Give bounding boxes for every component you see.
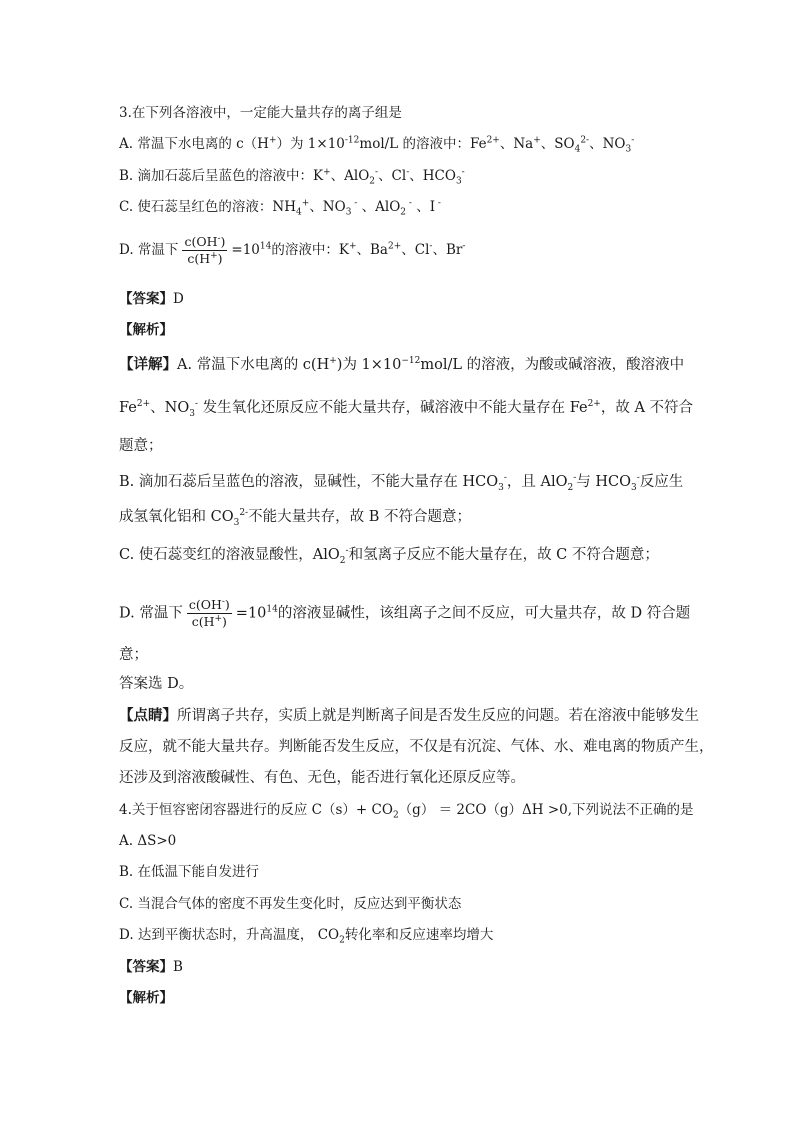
- q3-detail-line-3: 题意；: [119, 438, 163, 454]
- q3-detail-line-7: D. 常温下 $\frac{c(OH^-)}{c(H^+)}$ $=10^{14}$的溶液显碱性，该组离子之间不反应，可大量共存，故 D 符合题: [119, 596, 691, 629]
- q3-option-a: A. 常温下水电离的 c（H+）为 $1\times 10^{-12}mol/L$ 的溶液中：$Fe^{2+}$、Na+、$SO_4^{2-}$、$NO_3^-$: [119, 135, 635, 155]
- q4-option-b: B. 在低温下能自发进行: [119, 864, 260, 880]
- q3-detail-line-4: B. 滴加石蕊后呈蓝色的溶液，显碱性，不能大量存在 $HCO_3^-$，且 AlO$_2$-与 $HCO_3^-$反应生: [119, 473, 684, 493]
- q3-detail-line-5: 成氢氧化铝和 $CO_3^{2-}$不能大量共存，故 B 不符合题意；: [119, 508, 471, 528]
- q3-option-d: D. 常温下 $\frac{c(OH^-)}{c(H^+)}$ $=10^{14}$的溶液中：K+、$Ba^{2+}$、Cl-、Br-: [119, 233, 466, 266]
- q3-tip-line-1: 【点睛】所谓离子共存，实质上就是判断离子间是否发生反应的问题。若在溶液中能够发生: [119, 707, 699, 724]
- q3-tip-line-3: 还涉及到溶液酸碱性、有色、无色，能否进行氧化还原反应等。: [119, 770, 525, 786]
- q3-detail-line-1: 【详解】A. 常温下水电离的 c(H+)为 $1\times 10^{-12}mol/L$ 的溶液，为酸或碱溶液，酸溶液中: [119, 356, 685, 373]
- q3-detail-line-2: $Fe^{2+}$、$NO_3^-$ 发生氧化还原反应不能大量共存，碱溶液中不能大量存在 $Fe^{2+}$，故 A 不符合: [119, 399, 694, 419]
- fraction-oh-over-h-2: $\frac{c(OH^-)}{c(H^+)}$: [188, 596, 230, 629]
- q4-answer: 【答案】B: [119, 959, 183, 975]
- q3-detail-line-6: C. 使石蕊变红的溶液显酸性，AlO$_2$-和氢离子反应不能大量存在，故 C 不符合题意；: [119, 546, 659, 566]
- q4-option-c: C. 当混合气体的密度不再发生变化时，反应达到平衡状态: [119, 896, 462, 912]
- q4-option-d: D. 达到平衡状态时，升高温度， $CO_2$转化率和反应速率均增大: [119, 927, 494, 946]
- q3-analysis-label: 【解析】: [119, 322, 173, 338]
- q3-final-answer: 答案选 D。: [119, 676, 194, 692]
- q4-option-a: A. ΔS>0: [119, 833, 177, 849]
- fraction-oh-over-h: $\frac{c(OH^-)}{c(H^+)}$: [184, 233, 226, 266]
- q4-stem: 4.关于恒容密闭容器进行的反应 $C(s)+ CO_2(g) = 2CO(g)\Delta H >0$,下列说法不正确的是: [119, 802, 694, 821]
- q3-answer: 【答案】D: [119, 291, 184, 307]
- q3-tip-line-2: 反应，就不能大量共存。判断能否发生反应，不仅是有沉淀、气体、水、难电离的物质产生，: [119, 739, 714, 755]
- q3-stem: 3.在下列各溶液中，一定能大量共存的离子组是: [119, 105, 402, 121]
- q3-option-b: B. 滴加石蕊后呈蓝色的溶液中：K+、AlO$_2$-、Cl-、$HCO_3^-$: [119, 167, 465, 187]
- q4-analysis-label: 【解析】: [119, 990, 173, 1006]
- q3-option-c: C. 使石蕊呈红色的溶液：$NH_4^+$、$NO_3$ - 、AlO$_2$ - 、I -: [119, 198, 441, 218]
- q3-detail-line-8: 意；: [119, 647, 148, 663]
